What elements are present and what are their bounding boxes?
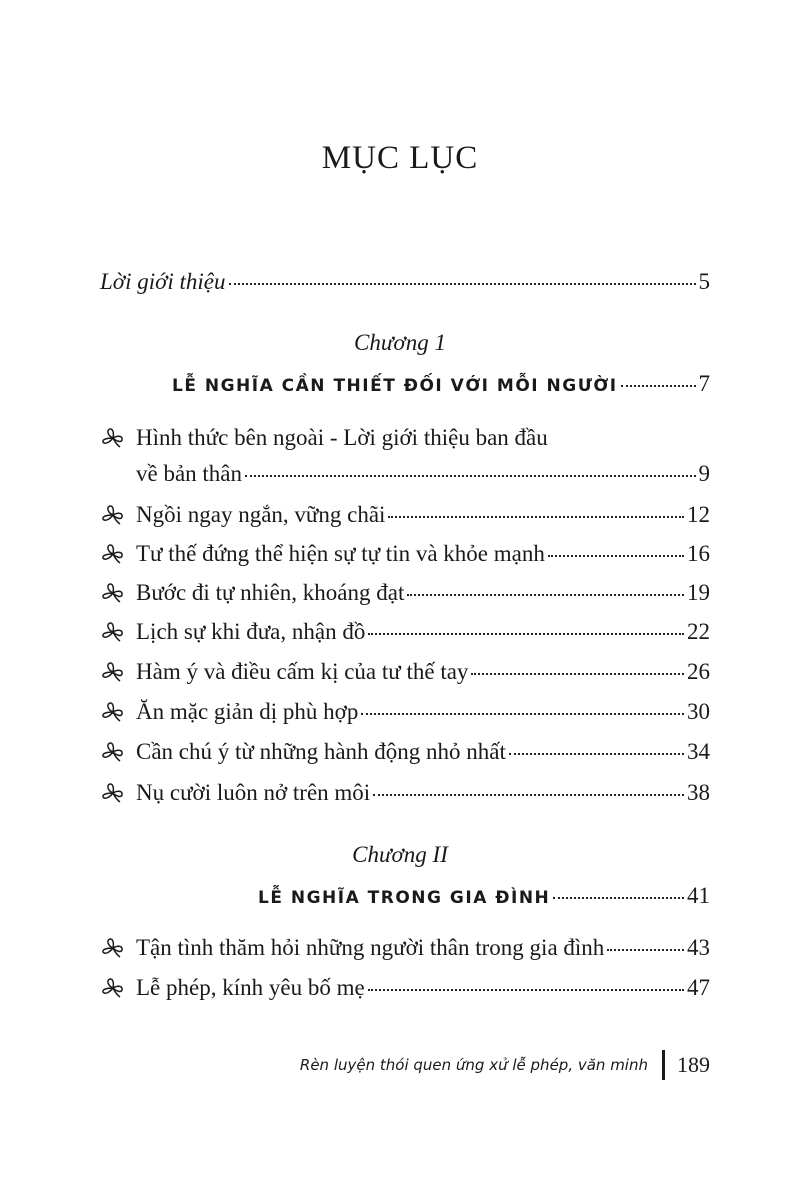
chapter-title: LỄ NGHĨA CẦN THIẾT ĐỐI VỚI MỖI NGƯỜI [172,376,618,396]
toc-entry-label: Tận tình thăm hỏi những người thân trong gia đình [136,935,605,960]
dot-leader [361,713,684,715]
toc-entry-label: Lịch sự khi đưa, nhận đồ [136,619,366,644]
clover-bullet-icon [100,977,126,999]
clover-bullet-icon [100,543,126,565]
dot-leader [407,594,684,596]
clover-bullet-icon [100,937,126,959]
toc-entry-label: Hàm ý và điều cấm kị của tư thế tay [136,659,469,684]
toc-chapter-heading[interactable] [172,366,710,402]
clover-bullet-icon [100,582,126,604]
toc-page-number: 34 [687,739,710,764]
toc-page-number: 12 [687,502,710,527]
running-title: Rèn luyện thói quen ứng xử lễ phép, văn minh [299,1056,648,1074]
dot-leader [553,897,684,899]
toc-entry[interactable] [100,614,710,650]
toc-entry[interactable] [100,694,710,730]
page-footer [300,1048,710,1082]
dot-leader [229,283,696,285]
toc-entry[interactable] [100,536,710,572]
clover-bullet-icon [100,661,126,683]
toc-page-number: 41 [687,883,710,908]
toc-page-number: 30 [687,699,710,724]
toc-entry-label: Cần chú ý từ những hành động nhỏ nhất [136,739,506,764]
dot-leader [373,794,684,796]
page-title: MỤC LỤC [321,140,479,176]
clover-bullet-icon [100,427,126,449]
clover-bullet-icon [100,782,126,804]
toc-entry[interactable] [100,775,710,811]
toc-page-number: 7 [698,371,710,396]
toc-page-number: 43 [687,935,710,960]
dot-leader [548,555,684,557]
toc-entry-continuation[interactable] [136,456,710,492]
toc-entry-label: Ăn mặc giản dị phù hợp [136,699,359,724]
toc-page-number: 26 [687,659,710,684]
toc-entry[interactable] [100,930,710,966]
dot-leader [607,949,684,951]
dot-leader [509,753,684,755]
clover-bullet-icon [100,741,126,763]
page-number: 189 [677,1052,710,1077]
chapter-label: Chương 1 [354,330,446,355]
dot-leader [368,989,684,991]
toc-entry[interactable] [100,654,710,690]
toc-entry[interactable] [100,575,710,611]
footer-divider [662,1050,665,1080]
dot-leader [471,673,684,675]
toc-entry-label: Bước đi tự nhiên, khoáng đạt [136,580,405,605]
clover-bullet-icon [100,504,126,526]
toc-page-number: 22 [687,619,710,644]
toc-entry[interactable] [100,734,710,770]
toc-entry-intro[interactable] [100,264,710,300]
toc-page-number: 38 [687,780,710,805]
toc-entry-label: Tư thế đứng thể hiện sự tự tin và khỏe mạnh [136,541,545,566]
dot-leader [621,385,696,387]
toc-entry[interactable] [100,420,710,456]
chapter-label: Chương II [352,842,448,867]
toc-page-number: 9 [698,461,710,486]
toc-entry-label: Nụ cười luôn nở trên môi [136,780,371,805]
toc-entry-label: Lời giới thiệu [100,269,226,294]
dot-leader [368,633,684,635]
clover-bullet-icon [100,701,126,723]
toc-entry-label: Lễ phép, kính yêu bố mẹ [136,975,365,1000]
toc-entry[interactable] [100,970,710,1006]
toc-entry-label: Ngồi ngay ngắn, vững chãi [136,502,386,527]
dot-leader [388,516,684,518]
toc-entry-label: Hình thức bên ngoài - Lời giới thiệu ban đầu [136,425,548,450]
chapter-title: LỄ NGHĨA TRONG GIA ĐÌNH [258,888,551,908]
toc-entry-label: về bản thân [136,461,243,486]
toc-page-number: 16 [687,541,710,566]
clover-bullet-icon [100,621,126,643]
toc-chapter-heading[interactable] [258,878,710,914]
toc-page-number: 19 [687,580,710,605]
dot-leader [245,475,695,477]
toc-page-number: 5 [698,269,710,294]
toc-entry[interactable] [100,497,710,533]
toc-page-number: 47 [687,975,710,1000]
